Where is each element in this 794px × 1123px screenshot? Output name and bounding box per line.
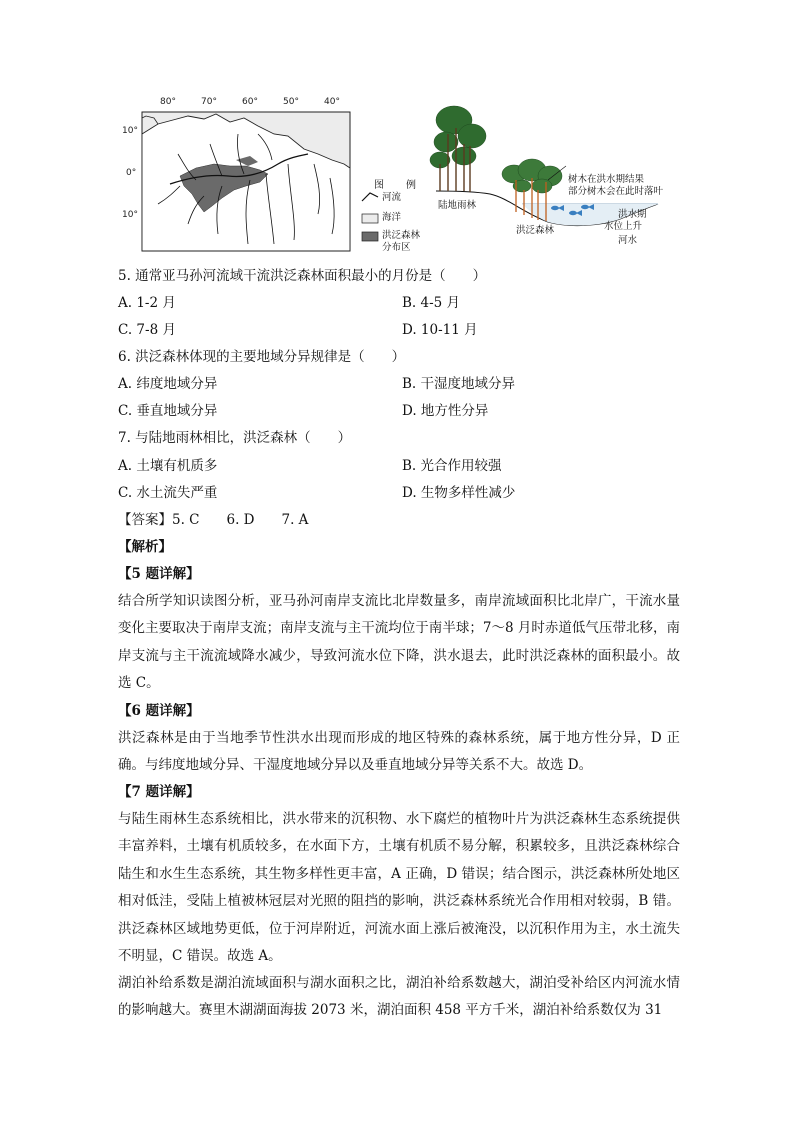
analysis-title: 【解析】	[118, 539, 172, 555]
q7-option-c: C. 水土流失严重	[118, 485, 218, 501]
q6-detail-text: 洪泛森林是由于当地季节性洪水出现而形成的地区特殊的森林系统，属于地方性分异，D 正确。与纬度地域分异、干湿度地域分异以及垂直地域分异等关系不大。故选 D。	[118, 730, 680, 774]
q5-detail-text: 结合所学知识读图分析，亚马孙河南岸支流比北岸数量多，南岸流域面积比北岸广，干流水量变化主要取决于南岸支流；南岸支流与主干流均位于南半球；7～8 月时赤道低气压带北移，南岸支流与主干流流域降水减少，导致河流水位下降，洪水退去，此时洪泛森林的面积最小。故选 C。	[118, 593, 680, 692]
q5-option-c: C. 7-8 月	[118, 322, 176, 338]
label-river-water: 河水	[618, 235, 638, 246]
q5-option-d: D. 10-11 月	[402, 322, 478, 338]
lon-tick: 60°	[242, 97, 258, 107]
flood-line-1: 洪水期	[618, 209, 647, 220]
figure	[118, 94, 688, 254]
q6-option-a: A. 纬度地域分异	[118, 376, 218, 392]
answer-line: 【答案】5. C 6. D 7. A	[118, 512, 309, 528]
legend-river: 河流	[382, 192, 402, 203]
legend-flood-forest: 洪泛森林	[382, 230, 421, 241]
note-line-2: 部分树木会在此时落叶	[568, 186, 664, 197]
q5-detail-title: 【5 题详解】	[118, 566, 200, 582]
question-7-stem: 7. 与陆地雨林相比，洪泛森林（ ）	[118, 430, 352, 446]
legend-ocean: 海洋	[382, 212, 402, 223]
q5-option-b: B. 4-5 月	[402, 295, 461, 311]
q6-detail-title: 【6 题详解】	[118, 703, 200, 719]
q7-option-d: D. 生物多样性减少	[402, 485, 516, 501]
note-line-1: 树木在洪水期结果	[568, 174, 645, 185]
flood-line-2: 水位上升	[604, 221, 643, 232]
lat-tick: 0°	[126, 168, 137, 178]
legend-title: 图 例	[374, 180, 422, 191]
q6-option-d: D. 地方性分异	[402, 403, 489, 419]
lon-tick: 80°	[160, 97, 176, 107]
label-rainforest: 陆地雨林	[438, 200, 477, 211]
lon-tick: 70°	[201, 97, 217, 107]
q7-option-b: B. 光合作用较强	[402, 458, 502, 474]
lon-tick: 40°	[324, 97, 340, 107]
lat-tick: 10°	[122, 210, 138, 220]
q7-detail-title: 【7 题详解】	[118, 784, 200, 800]
q7-detail-text: 与陆生雨林生态系统相比，洪水带来的沉积物、水下腐烂的植物叶片为洪泛森林生态系统提供丰富养料，土壤有机质较多，在水面下方，土壤有机质不易分解，积累较多，且洪泛森林综合陆生和水生生态系统，其生物多样性更丰富，A 正确，D 错误；结合图示，洪泛森林所处地区相对低洼，受陆上植被林冠层对光照的阻挡的影响，洪泛森林系统光合作用相对较弱，B 错。洪泛森林区域地势更低，位于河岸附近，河流水面上涨后被淹没，以沉积作用为主，水土流失不明显，C 错误。故选 A。	[118, 811, 680, 965]
legend-distribution: 分布区	[382, 242, 411, 253]
label-flood-forest: 洪泛森林	[516, 225, 555, 236]
q6-option-b: B. 干湿度地域分异	[402, 376, 516, 392]
q7-option-a: A. 土壤有机质多	[118, 458, 218, 474]
q6-option-c: C. 垂直地域分异	[118, 403, 218, 419]
lon-tick: 50°	[283, 97, 299, 107]
q5-option-a: A. 1-2 月	[118, 295, 176, 311]
question-6-stem: 6. 洪泛森林体现的主要地域分异规律是（ ）	[118, 349, 406, 365]
question-5-stem: 5. 通常亚马孙河流域干流洪泛森林面积最小的月份是（ ）	[118, 268, 487, 284]
next-question-text: 湖泊补给系数是湖泊流域面积与湖水面积之比，湖泊补给系数越大，湖泊受补给区内河流水情的影响越大。赛里木湖湖面海拔 2073 米，湖泊面积 458 平方千米，湖泊补给系数仅为 31	[118, 975, 680, 1019]
lat-tick: 10°	[122, 126, 138, 136]
